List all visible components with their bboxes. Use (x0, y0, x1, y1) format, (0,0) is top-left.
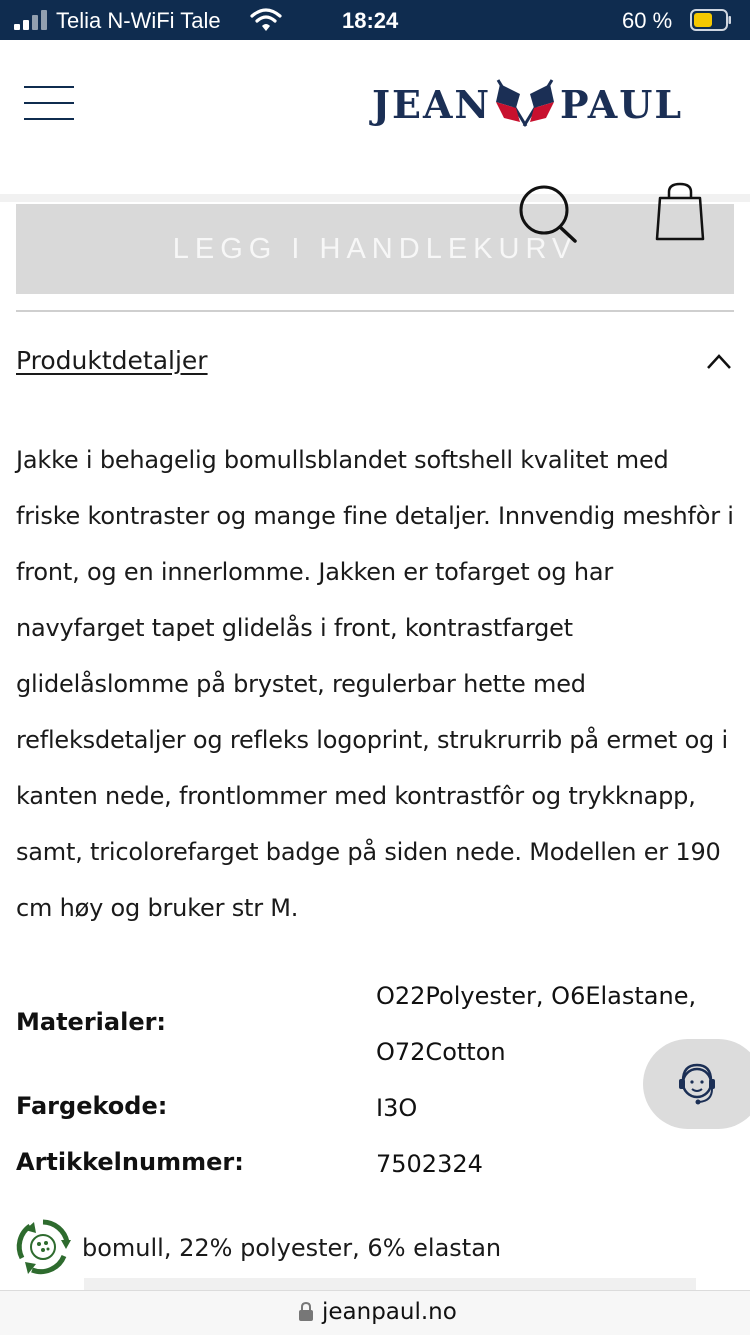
header-divider (0, 194, 750, 202)
product-details-toggle[interactable]: Produktdetaljer (16, 346, 208, 375)
section-divider (16, 310, 734, 312)
customer-support-button[interactable] (643, 1039, 750, 1129)
battery-icon (690, 9, 732, 31)
logo-text-right: PAUL (560, 82, 684, 127)
recycle-icon (14, 1218, 72, 1276)
chevron-up-icon[interactable] (704, 352, 734, 372)
bag-icon[interactable] (652, 182, 708, 242)
spec-value-color-code: I3O (376, 1094, 418, 1122)
battery-percentage: 60 % (622, 8, 673, 33)
customer-support-icon (675, 1061, 719, 1107)
signal-strength-icon (14, 10, 50, 30)
status-bar (0, 0, 750, 40)
spec-label-article-number: Artikkelnummer: (16, 1148, 244, 1176)
lock-icon (298, 1301, 314, 1323)
logo-text-left: JEAN (372, 82, 492, 127)
spec-value-materials: O22Polyester, O6Elastane, O72Cotton (376, 982, 697, 1066)
spec-value-article-number: 7502324 (376, 1150, 483, 1178)
browser-url-bar[interactable] (0, 1290, 750, 1335)
crossed-flags-icon (490, 78, 560, 130)
hamburger-menu-icon[interactable] (24, 84, 76, 124)
carrier-name: Telia N-WiFi Tale (56, 8, 221, 33)
page-url: jeanpaul.no (322, 1299, 457, 1325)
material-composition: bomull, 22% polyester, 6% elastan (82, 1234, 502, 1262)
spec-label-color-code: Fargekode: (16, 1092, 168, 1120)
clock-time: 18:24 (342, 8, 399, 33)
brand-logo[interactable] (372, 78, 682, 132)
add-to-cart-button[interactable]: LEGG I HANDLEKURV (16, 204, 734, 294)
site-header (0, 40, 750, 194)
search-icon[interactable] (516, 184, 580, 244)
wifi-icon (250, 8, 282, 32)
spec-label-materials: Materialer: (16, 1008, 167, 1036)
product-description: Jakke i behagelig bomullsblandet softshell kvalitet med friske kontraster og mange fine detaljer. Innvendig meshfòr i front, og en innerlomme. Jakken er tofarget og har navyfarget tapet glidelås i front, kontrastfarget glidelåslomme på brystet, regulerbar hette med refleksdetaljer og refleks logoprint, strukrurrib på ermet og i kanten nede, frontlommer med kontrastfôr og trykknapp, samt, tricolorefarget badge på siden nede. Modellen er 190 cm høy og bruker str M. (16, 446, 734, 922)
